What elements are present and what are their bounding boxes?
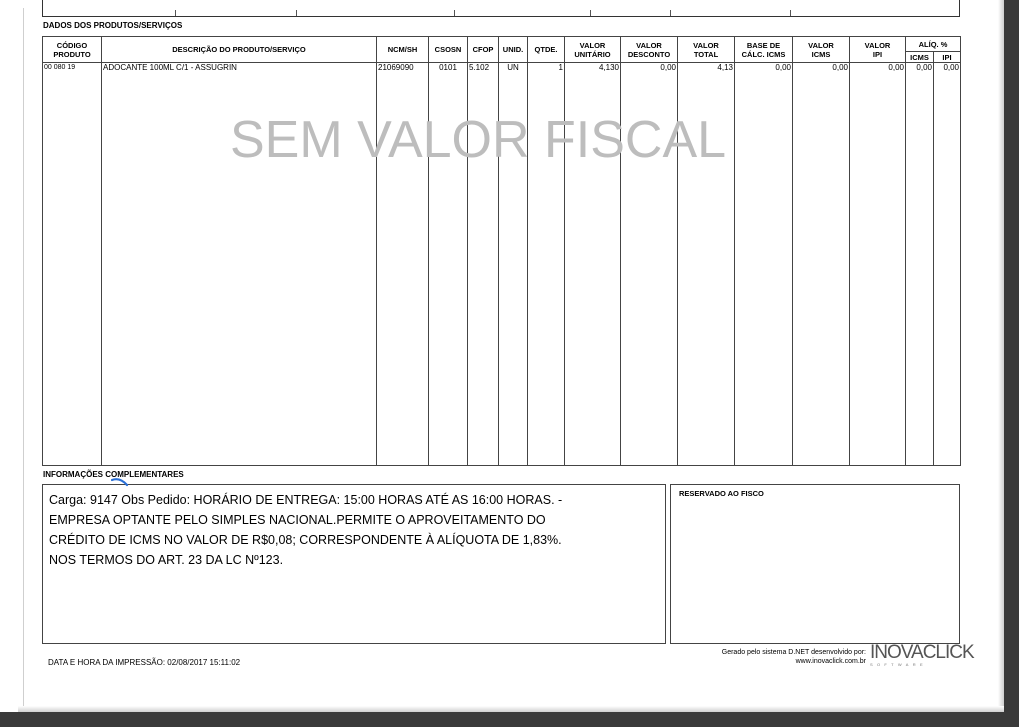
cell-cfop: 5.102 xyxy=(468,63,499,74)
cell-valor-ipi: 0,00 xyxy=(850,63,906,74)
cell-qtde: 1 xyxy=(528,63,565,74)
header-csosn: CSOSN xyxy=(429,37,468,63)
header-valor-unitario: VALOR UNITÁRIO xyxy=(565,37,621,63)
complementary-info-box xyxy=(42,484,666,644)
cell-ncm: 21069090 xyxy=(377,63,429,74)
header-descricao: DESCRIÇÃO DO PRODUTO/SERVIÇO xyxy=(102,37,377,63)
header-valor-icms: VALOR ICMS xyxy=(793,37,850,63)
header-cfop: CFOP xyxy=(468,37,499,63)
complementary-info-text xyxy=(49,490,659,570)
previous-section-frame xyxy=(42,0,960,17)
cell-unid: UN xyxy=(499,63,528,74)
info-line: CRÉDITO DE ICMS NO VALOR DE R$0,08; CORRESPONDENTE À ALÍQUOTA DE 1,83%. xyxy=(49,533,562,547)
cursor-highlight-icon xyxy=(111,477,129,487)
header-unid: UNID. xyxy=(499,37,528,63)
cell-base-calc-icms: 0,00 xyxy=(735,63,793,74)
header-aliq-ipi: IPI xyxy=(934,52,961,63)
cell-valor-icms: 0,00 xyxy=(793,63,850,74)
cell-valor-unitario: 4,130 xyxy=(565,63,621,74)
header-aliquota: ALÍQ. % xyxy=(906,37,961,52)
cell-aliq-ipi: 0,00 xyxy=(934,63,961,74)
viewer-bottom-bar xyxy=(0,712,1019,727)
reserved-fisco-box xyxy=(670,484,960,644)
header-valor-desconto: VALOR DESCONTO xyxy=(621,37,678,63)
cell-codigo: 00 080 19 xyxy=(43,63,102,74)
info-section-title: INFORMAÇÕES COMPLEMENTARES xyxy=(43,470,184,479)
header-base-calc-icms: BASE DE CÁLC. ICMS xyxy=(735,37,793,63)
watermark-sem-valor-fiscal: SEM VALOR FISCAL xyxy=(230,111,727,169)
header-ncm: NCM/SH xyxy=(377,37,429,63)
header-codigo: CÓDIGO PRODUTO xyxy=(43,37,102,63)
page-left-edge xyxy=(23,8,24,706)
header-valor-ipi: VALOR IPI xyxy=(850,37,906,63)
info-line: Carga: 9147 Obs Pedido: HORÁRIO DE ENTREGA: 15:00 HORAS ATÉ AS 16:00 HORAS. - xyxy=(49,493,563,507)
cell-aliq-icms: 0,00 xyxy=(906,63,934,74)
generated-by-text: Gerado pelo sistema D.NET desenvolvido por: www.inovaclick.com.br xyxy=(721,649,866,665)
print-date: DATA E HORA DA IMPRESSÃO: 02/08/2017 15:11:02 xyxy=(48,658,241,667)
info-line: EMPRESA OPTANTE PELO SIMPLES NACIONAL.PERMITE O APROVEITAMENTO DO xyxy=(49,513,546,527)
cell-valor-desconto: 0,00 xyxy=(621,63,678,74)
header-qtde: QTDE. xyxy=(528,37,565,63)
header-aliq-icms: ICMS xyxy=(906,52,934,63)
fisco-label: RESERVADO AO FISCO xyxy=(679,489,764,498)
viewer-scrollbar-track[interactable] xyxy=(1004,0,1019,727)
products-section-title: DADOS DOS PRODUTOS/SERVIÇOS xyxy=(43,21,183,30)
table-row xyxy=(43,63,961,74)
products-table xyxy=(42,36,961,466)
cell-csosn: 0101 xyxy=(429,63,468,74)
info-line: NOS TERMOS DO ART. 23 DA LC Nº123. xyxy=(49,553,284,567)
cell-descricao: ADOCANTE 100ML C/1 - ASSUGRIN xyxy=(102,63,377,74)
header-valor-total: VALOR TOTAL xyxy=(678,37,735,63)
table-header-row xyxy=(43,37,961,52)
cell-valor-total: 4,13 xyxy=(678,63,735,74)
inovaclick-logo: INOVACLICK SOFTWARE xyxy=(870,642,974,667)
